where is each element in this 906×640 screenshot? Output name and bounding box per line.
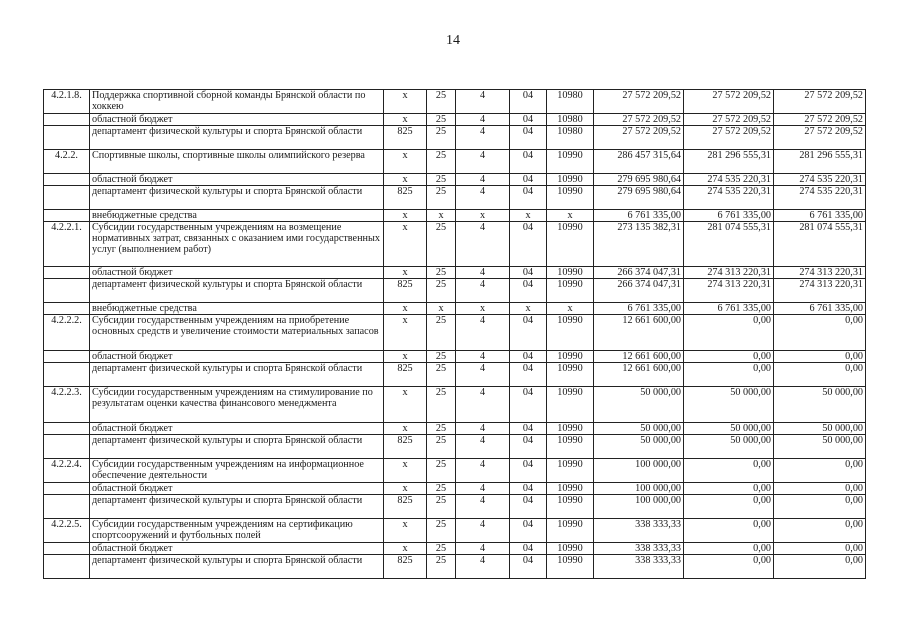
cell-description: Поддержка спортивной сборной команды Брянской области по хоккею [90, 90, 384, 114]
cell-os: 04 [510, 483, 547, 495]
table-row [44, 495, 866, 519]
table-row [44, 555, 866, 579]
cell-amount-1: 100 000,00 [594, 459, 684, 483]
cell-description: областной бюджет [90, 174, 384, 186]
cell-gp: 25 [427, 543, 456, 555]
table-row [44, 90, 866, 114]
cell-direction: 10990 [547, 174, 594, 186]
cell-code: 4.2.1.8. [44, 90, 90, 114]
cell-gp: 25 [427, 90, 456, 114]
cell-gr: х [384, 483, 427, 495]
cell-gr: х [384, 459, 427, 483]
cell-amount-3: 0,00 [774, 363, 866, 387]
cell-direction: 10990 [547, 315, 594, 351]
cell-gr: х [384, 150, 427, 174]
cell-description: областной бюджет [90, 114, 384, 126]
cell-amount-2: 0,00 [684, 363, 774, 387]
cell-amount-2: 0,00 [684, 543, 774, 555]
table-row [44, 543, 866, 555]
cell-ppp: 4 [456, 174, 510, 186]
cell-direction: 10990 [547, 423, 594, 435]
cell-gr: 825 [384, 495, 427, 519]
cell-gr: х [384, 222, 427, 267]
cell-description: департамент физической культуры и спорта Брянской области [90, 363, 384, 387]
cell-os: 04 [510, 150, 547, 174]
cell-direction: 10990 [547, 279, 594, 303]
cell-direction: х [547, 210, 594, 222]
cell-amount-2: 50 000,00 [684, 387, 774, 423]
table-row [44, 210, 866, 222]
cell-gp: х [427, 210, 456, 222]
cell-amount-3: 0,00 [774, 543, 866, 555]
cell-ppp: х [456, 303, 510, 315]
cell-ppp: 4 [456, 483, 510, 495]
cell-os: 04 [510, 543, 547, 555]
cell-gr: х [384, 519, 427, 543]
cell-amount-1: 6 761 335,00 [594, 210, 684, 222]
table-row [44, 114, 866, 126]
cell-gr: х [384, 114, 427, 126]
cell-amount-1: 266 374 047,31 [594, 267, 684, 279]
cell-gr: 825 [384, 555, 427, 579]
cell-amount-2: 281 296 555,31 [684, 150, 774, 174]
cell-os: х [510, 303, 547, 315]
cell-amount-1: 338 333,33 [594, 543, 684, 555]
cell-gp: 25 [427, 435, 456, 459]
cell-code: 4.2.2.4. [44, 459, 90, 483]
cell-os: 04 [510, 186, 547, 210]
cell-description: департамент физической культуры и спорта Брянской области [90, 435, 384, 459]
table-row [44, 222, 866, 267]
cell-description: областной бюджет [90, 483, 384, 495]
cell-gp: х [427, 303, 456, 315]
cell-amount-2: 274 535 220,31 [684, 186, 774, 210]
cell-os: 04 [510, 222, 547, 267]
cell-ppp: 4 [456, 351, 510, 363]
cell-amount-3: 27 572 209,52 [774, 114, 866, 126]
cell-description: Субсидии государственным учреждениям на возмещение нормативных затрат, связанных с оказанием ими государственных услуг (выполнением работ) [90, 222, 384, 267]
cell-amount-2: 6 761 335,00 [684, 303, 774, 315]
cell-code [44, 267, 90, 279]
table-row [44, 279, 866, 303]
cell-ppp: 4 [456, 495, 510, 519]
cell-gp: 25 [427, 555, 456, 579]
cell-amount-1: 12 661 600,00 [594, 315, 684, 351]
cell-amount-3: 281 074 555,31 [774, 222, 866, 267]
cell-amount-2: 0,00 [684, 555, 774, 579]
cell-amount-3: 0,00 [774, 315, 866, 351]
cell-os: 04 [510, 114, 547, 126]
cell-amount-2: 0,00 [684, 459, 774, 483]
cell-amount-3: 0,00 [774, 495, 866, 519]
cell-gr: х [384, 423, 427, 435]
table-row [44, 363, 866, 387]
table-row [44, 267, 866, 279]
cell-ppp: 4 [456, 519, 510, 543]
cell-gp: 25 [427, 150, 456, 174]
cell-amount-2: 274 313 220,31 [684, 267, 774, 279]
cell-description: внебюджетные средства [90, 210, 384, 222]
table-row [44, 459, 866, 483]
cell-gr: х [384, 303, 427, 315]
cell-amount-2: 274 313 220,31 [684, 279, 774, 303]
cell-amount-3: 274 313 220,31 [774, 279, 866, 303]
cell-code [44, 495, 90, 519]
cell-amount-2: 27 572 209,52 [684, 126, 774, 150]
cell-amount-3: 0,00 [774, 519, 866, 543]
cell-amount-1: 27 572 209,52 [594, 126, 684, 150]
cell-description: департамент физической культуры и спорта Брянской области [90, 495, 384, 519]
cell-amount-1: 50 000,00 [594, 435, 684, 459]
table-row [44, 351, 866, 363]
cell-amount-1: 100 000,00 [594, 495, 684, 519]
cell-amount-2: 27 572 209,52 [684, 114, 774, 126]
cell-amount-2: 50 000,00 [684, 435, 774, 459]
cell-amount-1: 50 000,00 [594, 423, 684, 435]
cell-amount-1: 50 000,00 [594, 387, 684, 423]
cell-gr: 825 [384, 186, 427, 210]
cell-description: внебюджетные средства [90, 303, 384, 315]
table-row [44, 387, 866, 423]
cell-amount-3: 6 761 335,00 [774, 303, 866, 315]
cell-ppp: 4 [456, 387, 510, 423]
cell-ppp: 4 [456, 363, 510, 387]
cell-gr: 825 [384, 363, 427, 387]
cell-code: 4.2.2.2. [44, 315, 90, 351]
cell-amount-1: 27 572 209,52 [594, 90, 684, 114]
cell-amount-3: 0,00 [774, 555, 866, 579]
cell-amount-3: 281 296 555,31 [774, 150, 866, 174]
cell-amount-1: 6 761 335,00 [594, 303, 684, 315]
cell-direction: 10990 [547, 387, 594, 423]
cell-direction: 10980 [547, 126, 594, 150]
cell-gp: 25 [427, 126, 456, 150]
cell-amount-1: 338 333,33 [594, 519, 684, 543]
cell-ppp: х [456, 210, 510, 222]
cell-gr: х [384, 210, 427, 222]
cell-ppp: 4 [456, 150, 510, 174]
cell-amount-3: 0,00 [774, 483, 866, 495]
cell-gp: 25 [427, 114, 456, 126]
cell-code [44, 423, 90, 435]
cell-ppp: 4 [456, 423, 510, 435]
cell-os: 04 [510, 519, 547, 543]
cell-amount-2: 50 000,00 [684, 423, 774, 435]
cell-code [44, 186, 90, 210]
cell-code [44, 483, 90, 495]
table-row [44, 315, 866, 351]
cell-gr: х [384, 387, 427, 423]
cell-amount-2: 0,00 [684, 519, 774, 543]
cell-direction: 10990 [547, 555, 594, 579]
cell-direction: 10980 [547, 90, 594, 114]
table-body [44, 90, 866, 579]
cell-os: 04 [510, 387, 547, 423]
cell-amount-3: 27 572 209,52 [774, 90, 866, 114]
table-row [44, 435, 866, 459]
cell-direction: 10990 [547, 459, 594, 483]
cell-gp: 25 [427, 483, 456, 495]
cell-gp: 25 [427, 423, 456, 435]
cell-gp: 25 [427, 222, 456, 267]
cell-description: департамент физической культуры и спорта Брянской области [90, 126, 384, 150]
cell-ppp: 4 [456, 555, 510, 579]
cell-gr: х [384, 351, 427, 363]
table-row [44, 126, 866, 150]
cell-direction: 10990 [547, 495, 594, 519]
cell-code [44, 351, 90, 363]
cell-os: 04 [510, 459, 547, 483]
cell-gp: 25 [427, 519, 456, 543]
cell-os: 04 [510, 555, 547, 579]
cell-code [44, 279, 90, 303]
cell-amount-2: 0,00 [684, 315, 774, 351]
cell-amount-3: 6 761 335,00 [774, 210, 866, 222]
cell-description: департамент физической культуры и спорта Брянской области [90, 555, 384, 579]
cell-gp: 25 [427, 459, 456, 483]
cell-gp: 25 [427, 495, 456, 519]
cell-code: 4.2.2.5. [44, 519, 90, 543]
cell-code: 4.2.2.1. [44, 222, 90, 267]
cell-gr: х [384, 315, 427, 351]
cell-os: 04 [510, 90, 547, 114]
cell-direction: 10990 [547, 267, 594, 279]
table-row [44, 303, 866, 315]
cell-gp: 25 [427, 387, 456, 423]
cell-amount-1: 279 695 980,64 [594, 186, 684, 210]
cell-code [44, 303, 90, 315]
cell-os: 04 [510, 423, 547, 435]
cell-amount-1: 12 661 600,00 [594, 363, 684, 387]
cell-description: областной бюджет [90, 423, 384, 435]
cell-ppp: 4 [456, 126, 510, 150]
page-number: 14 [446, 33, 460, 48]
cell-amount-1: 273 135 382,31 [594, 222, 684, 267]
cell-ppp: 4 [456, 186, 510, 210]
cell-gr: х [384, 543, 427, 555]
cell-gp: 25 [427, 363, 456, 387]
cell-amount-1: 266 374 047,31 [594, 279, 684, 303]
cell-description: Субсидии государственным учреждениям на приобретение основных средств и увеличение стоимости материальных запасов [90, 315, 384, 351]
cell-os: 04 [510, 363, 547, 387]
table-row [44, 423, 866, 435]
cell-amount-3: 0,00 [774, 459, 866, 483]
cell-description: департамент физической культуры и спорта Брянской области [90, 186, 384, 210]
cell-gp: 25 [427, 315, 456, 351]
cell-direction: 10980 [547, 114, 594, 126]
cell-code [44, 114, 90, 126]
cell-gr: х [384, 174, 427, 186]
cell-os: 04 [510, 174, 547, 186]
cell-direction: 10990 [547, 435, 594, 459]
cell-description: департамент физической культуры и спорта Брянской области [90, 279, 384, 303]
cell-code [44, 543, 90, 555]
cell-amount-1: 27 572 209,52 [594, 114, 684, 126]
cell-amount-1: 100 000,00 [594, 483, 684, 495]
cell-description: Спортивные школы, спортивные школы олимпийского резерва [90, 150, 384, 174]
cell-code [44, 555, 90, 579]
cell-code [44, 363, 90, 387]
cell-code [44, 435, 90, 459]
cell-direction: 10990 [547, 186, 594, 210]
cell-direction: 10990 [547, 222, 594, 267]
cell-amount-3: 50 000,00 [774, 423, 866, 435]
cell-ppp: 4 [456, 114, 510, 126]
cell-gp: 25 [427, 267, 456, 279]
cell-ppp: 4 [456, 543, 510, 555]
cell-gr: 825 [384, 435, 427, 459]
table-row [44, 150, 866, 174]
cell-gp: 25 [427, 186, 456, 210]
cell-amount-3: 50 000,00 [774, 435, 866, 459]
cell-amount-1: 279 695 980,64 [594, 174, 684, 186]
table-row [44, 186, 866, 210]
cell-os: 04 [510, 279, 547, 303]
cell-amount-2: 6 761 335,00 [684, 210, 774, 222]
cell-code: 4.2.2.3. [44, 387, 90, 423]
cell-gr: х [384, 267, 427, 279]
cell-amount-2: 274 535 220,31 [684, 174, 774, 186]
cell-amount-3: 50 000,00 [774, 387, 866, 423]
cell-amount-2: 0,00 [684, 495, 774, 519]
cell-code [44, 210, 90, 222]
cell-os: 04 [510, 435, 547, 459]
cell-description: областной бюджет [90, 543, 384, 555]
cell-direction: 10990 [547, 483, 594, 495]
cell-ppp: 4 [456, 435, 510, 459]
table-row [44, 519, 866, 543]
cell-gp: 25 [427, 351, 456, 363]
cell-direction: 10990 [547, 150, 594, 174]
cell-description: Субсидии государственным учреждениям на информационное обеспечение деятельности [90, 459, 384, 483]
cell-description: областной бюджет [90, 267, 384, 279]
cell-code: 4.2.2. [44, 150, 90, 174]
cell-direction: 10990 [547, 363, 594, 387]
cell-code [44, 174, 90, 186]
cell-ppp: 4 [456, 267, 510, 279]
cell-os: 04 [510, 315, 547, 351]
cell-gr: 825 [384, 279, 427, 303]
cell-direction: 10990 [547, 351, 594, 363]
cell-amount-2: 0,00 [684, 351, 774, 363]
cell-direction: х [547, 303, 594, 315]
cell-amount-3: 27 572 209,52 [774, 126, 866, 150]
table-row [44, 174, 866, 186]
cell-gr: х [384, 90, 427, 114]
cell-ppp: 4 [456, 279, 510, 303]
cell-amount-3: 274 313 220,31 [774, 267, 866, 279]
cell-code [44, 126, 90, 150]
cell-amount-2: 281 074 555,31 [684, 222, 774, 267]
cell-os: 04 [510, 351, 547, 363]
cell-amount-3: 274 535 220,31 [774, 174, 866, 186]
cell-amount-2: 27 572 209,52 [684, 90, 774, 114]
cell-amount-3: 274 535 220,31 [774, 186, 866, 210]
cell-ppp: 4 [456, 315, 510, 351]
cell-description: Субсидии государственным учреждениям на сертификацию спортсооружений и футбольных полей [90, 519, 384, 543]
cell-amount-1: 286 457 315,64 [594, 150, 684, 174]
cell-amount-1: 12 661 600,00 [594, 351, 684, 363]
cell-direction: 10990 [547, 543, 594, 555]
cell-gr: 825 [384, 126, 427, 150]
cell-gp: 25 [427, 174, 456, 186]
cell-gp: 25 [427, 279, 456, 303]
cell-os: 04 [510, 126, 547, 150]
cell-os: 04 [510, 267, 547, 279]
cell-os: 04 [510, 495, 547, 519]
cell-ppp: 4 [456, 222, 510, 267]
cell-ppp: 4 [456, 90, 510, 114]
cell-ppp: 4 [456, 459, 510, 483]
cell-description: областной бюджет [90, 351, 384, 363]
cell-amount-2: 0,00 [684, 483, 774, 495]
budget-table [43, 89, 866, 579]
cell-description: Субсидии государственным учреждениям на стимулирование по результатам оценки качества финансового менеджмента [90, 387, 384, 423]
cell-direction: 10990 [547, 519, 594, 543]
cell-os: х [510, 210, 547, 222]
table-row [44, 483, 866, 495]
cell-amount-1: 338 333,33 [594, 555, 684, 579]
cell-amount-3: 0,00 [774, 351, 866, 363]
